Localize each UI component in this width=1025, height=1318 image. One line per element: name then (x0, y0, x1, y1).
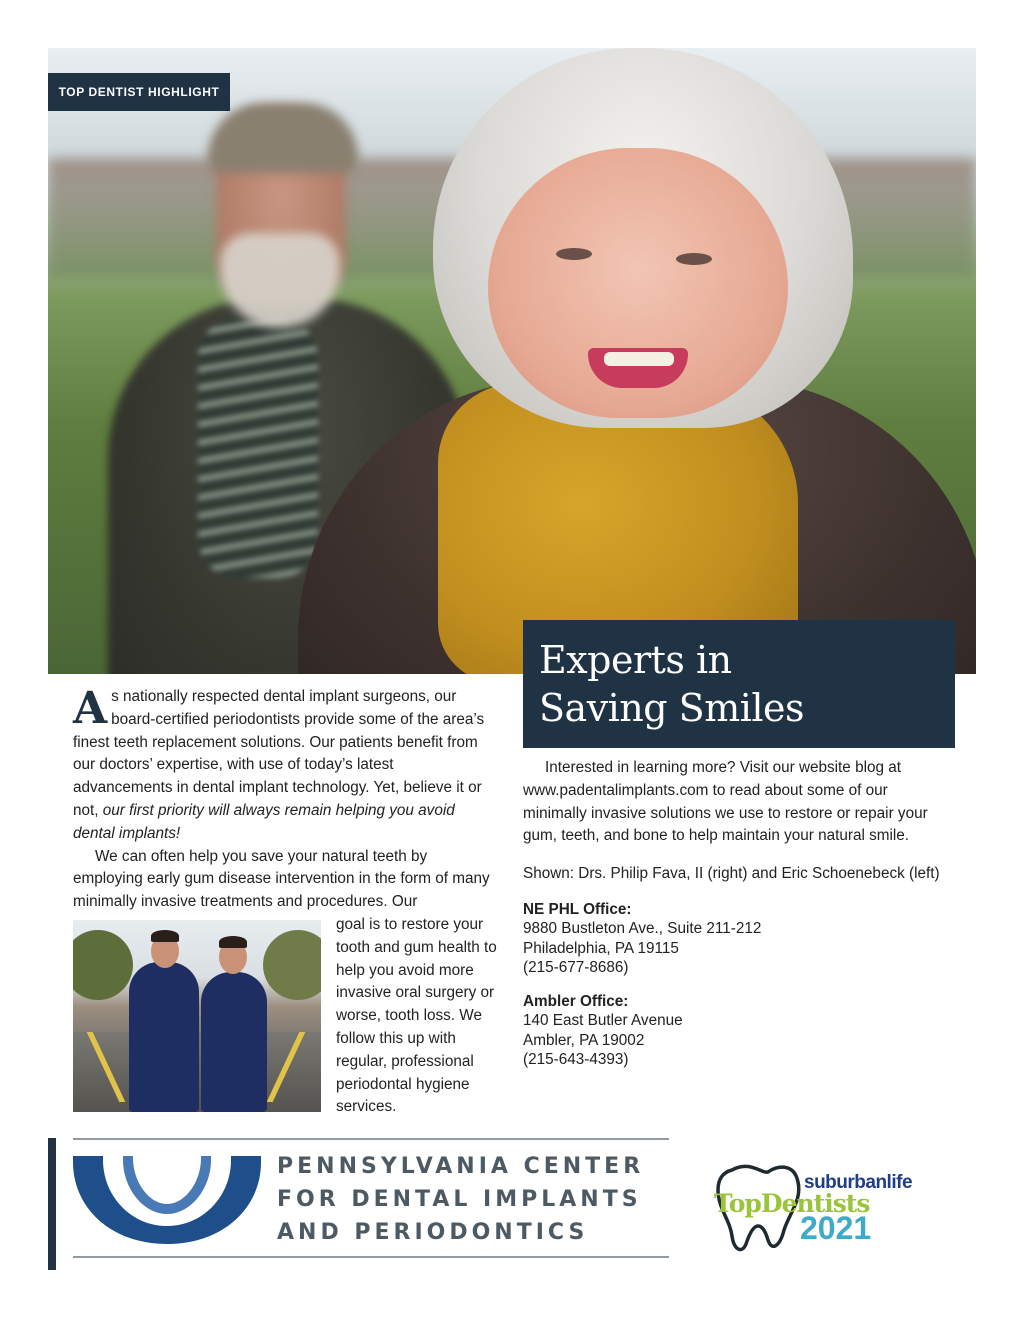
woman-right-eye (676, 253, 712, 265)
practice-name-line3: AND PERIODONTICS (277, 1220, 589, 1245)
doctor-left (129, 962, 199, 1112)
practice-name-line2: FOR DENTAL IMPLANTS (277, 1187, 642, 1212)
practice-name-line1: PENNSYLVANIA CENTER (277, 1154, 645, 1179)
doctor-right (201, 972, 267, 1112)
intro-text: s nationally respected dental implant surgeons, our board-certified periodontists provide some of the area’s finest teeth replacement solutions. Our patients benefit from our doctors’ expertise, with use of today’s latest advancements in dental implant technology. Yet, believe it or not, (73, 688, 485, 819)
office-ambler (523, 992, 943, 1070)
logo-divider-top (73, 1138, 669, 1140)
man-scarf (198, 318, 318, 578)
top-dentist-tag (48, 73, 230, 111)
man-hair (208, 103, 358, 173)
accent-bar (48, 1138, 56, 1270)
right-column-text (523, 757, 943, 1070)
tag-label: TOP DENTIST HIGHLIGHT (58, 85, 220, 99)
headline-line1: Experts in (539, 638, 732, 682)
top-dentists-badge (710, 1160, 913, 1255)
photo-tree (263, 930, 321, 1000)
second-paragraph: We can often help you save your natural teeth by employing early gum disease intervention in the form of many minimally invasive treatments and procedures. Our (73, 847, 490, 911)
tooth-u-shield-icon (73, 1156, 261, 1244)
office-name: NE PHL Office: (523, 900, 632, 918)
badge-year: 2021 (800, 1210, 872, 1246)
woman-left-eye (556, 248, 592, 260)
office-name: Ambler Office: (523, 992, 629, 1010)
photo-caption: Shown: Drs. Philip Fava, II (right) and Eric Schoenebeck (left) (523, 865, 940, 883)
woman-teeth (604, 352, 674, 366)
headline-box (523, 620, 955, 748)
badge-title: TopDentists (714, 1189, 870, 1218)
drop-cap: A (73, 683, 108, 734)
hero-photo (48, 48, 976, 674)
intro-paragraph (73, 683, 493, 846)
office-address-line1: 140 East Butler Avenue (523, 1012, 683, 1030)
office-address-line2: Ambler, PA 19002 (523, 1031, 645, 1049)
learn-more-paragraph: Interested in learning more? Visit our website blog at www.padentalimplants.com to read about some of our minimally invasive solutions we use to restore or repair your gum, teeth, and bone to help maintain your natural smile. (523, 759, 928, 845)
photo-tree (73, 930, 133, 1000)
badge-brand: suburbanlife (804, 1172, 913, 1193)
office-phone: (215-643-4393) (523, 1051, 629, 1069)
office-ne-phl (523, 900, 943, 978)
intro-emphasis: our first priority will always remain helping you avoid dental implants! (73, 801, 455, 842)
left-column-text (73, 683, 493, 914)
headline-line2: Saving Smiles (539, 686, 805, 730)
office-phone: (215-677-8686) (523, 959, 629, 977)
doctor-left-hair (151, 930, 179, 942)
wrap-text: goal is to restore your tooth and gum health to help you avoid more invasive oral surgery or worse, tooth loss. We follow this up with regular, professional periodontal hygiene services. (336, 916, 497, 1116)
logo-divider-bottom (73, 1256, 669, 1258)
practice-name (277, 1150, 677, 1249)
office-address-line1: 9880 Bustleton Ave., Suite 211-212 (523, 920, 762, 938)
doctor-right-hair (219, 936, 247, 948)
doctors-photo (73, 920, 321, 1112)
office-address-line2: Philadelphia, PA 19115 (523, 939, 679, 957)
